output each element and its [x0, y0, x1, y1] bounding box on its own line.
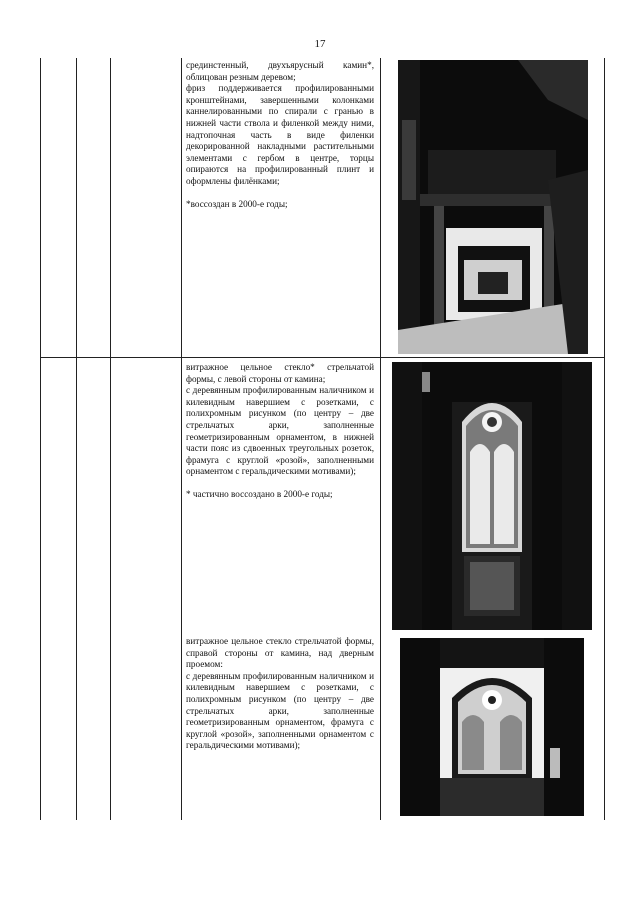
table-cell-description-fireplace	[186, 60, 374, 210]
footnote: *воссоздан в 2000-е годы;	[186, 198, 288, 209]
paragraph: фриз поддерживается профилированными кронштейнами, завершенными колонками каннелированными по спирали с гранью в нижней части ствола и филенкой между ними, надтопочная часть в виде филенки декорированной накладными растительными элементами с гербом в центре, торцы опираются на профилированный плинт и оформлены филёнками;	[186, 83, 374, 186]
table-border-right	[604, 58, 605, 820]
footnote: * частично воссоздано в 2000-е годы;	[186, 488, 333, 499]
table-border-left	[40, 58, 41, 820]
paragraph: витражное цельное стекло* стрельчатой формы, с левой стороны от камина;	[186, 362, 374, 384]
table-row-divider	[40, 357, 605, 358]
paragraph: с деревянным профилированным наличником и килевидным навершием с розетками, с полихромным рисунком (по центру – две стрельчатых арки, заполненные геометризированным орнаментом, фрамуга с круглой «розой», заполненными орнаментом с геральдическими мотивами);	[186, 670, 374, 751]
fireplace-photo	[398, 60, 588, 354]
table-cell-description-stained-glass-right	[186, 636, 374, 752]
table-column-divider-4	[380, 58, 381, 820]
paragraph: витражное цельное стекло стрельчатой формы, справой стороны от камина, над дверным проемом:	[186, 636, 374, 670]
paragraph: с деревянным профилированным наличником и килевидным навершием с розетками, с полихромным рисунком (по центру – две стрельчатых арки, заполненные геометризированным орнаментом, в нижней части пояс из сдвоенных треугольных розеток, фрамуга с круглой «розой», заполненными орнаментом с геральдическими мотивами);	[186, 385, 374, 477]
paragraph: срединстенный, двухъярусный камин*, облицован резным деревом;	[186, 60, 374, 82]
table-column-divider-1	[76, 58, 77, 820]
table-column-divider-3	[181, 58, 182, 820]
table-cell-description-stained-glass-left	[186, 362, 374, 501]
table-column-divider-2	[110, 58, 111, 820]
stained-glass-left-photo	[392, 362, 592, 630]
stained-glass-right-photo	[400, 638, 584, 816]
page-number: 17	[314, 38, 326, 50]
